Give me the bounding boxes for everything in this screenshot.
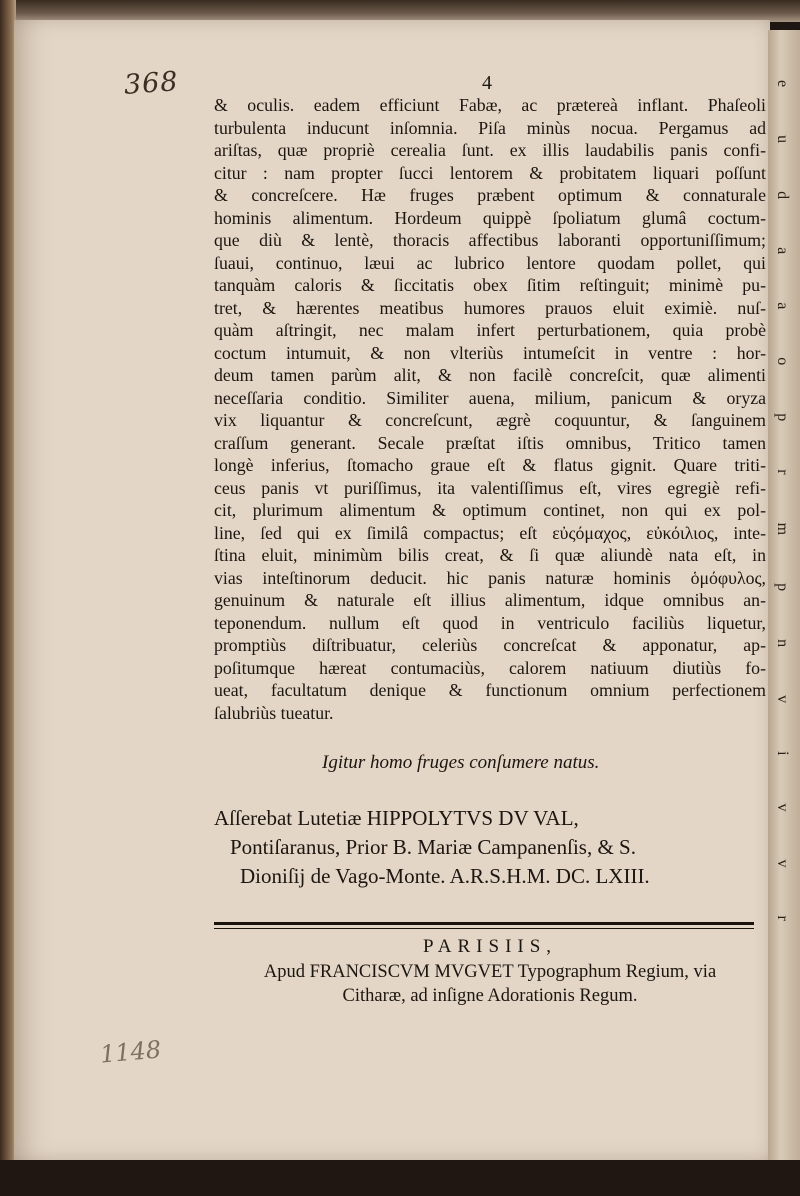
body-line: & concreſcere. Hæ fruges præbent optimum & connaturale (214, 185, 766, 205)
body-line: teponendum. nullum eſt quod in ventriculo faciliùs liquetur, (214, 612, 766, 633)
body-line: ſtina eluit, minimùm bilis creat, & ſi quæ aliundè nata eſt, in (214, 545, 766, 565)
body-line: ueat, facultatum denique & functionum omnium perfectionem (214, 680, 766, 700)
signoff-line-2: Pontiſaranus, Prior B. Mariæ Campanenſis, & S. (230, 835, 636, 859)
signoff-line-1: Aſſerebat Lutetiæ HIPPOLYTVS DV VAL, (214, 806, 579, 830)
body-line: deum tamen parùm alit, & non facilè concreſcit, quæ alimenti (214, 365, 766, 385)
imprint-printer: Apud FRANCISCVM MVGVET Typographum Regium, via (263, 962, 717, 982)
body-line: citur : nam propter ſucci lentorem & probitatem liquari poſſunt (214, 162, 766, 183)
signature-mark: 4 (482, 72, 492, 94)
body-line: neceſſaria conditio. Similiter auena, milium, panicum & oryza (214, 387, 766, 408)
imprint-rule (214, 922, 754, 925)
body-line: ariſtas, quæ propriè cerealia ſunt. ex illis laudabilis panis confi- (214, 140, 766, 160)
body-line: poſitumque hæreat contumaciùs, calorem natiuum diutiùs fo- (214, 657, 766, 678)
imprint (210, 936, 770, 1008)
body-line: promptiùs diſtribuatur, celeriùs concreſcat & apponatur, ap- (214, 635, 766, 655)
thesis-signoff (214, 804, 766, 891)
body-line: ſuaui, continuo, læui ac lubrico lentore quodam pollet, qui (214, 252, 766, 273)
body-line: tret, & hærentes meatibus humores prauos eluit eximiè. nuſ- (214, 297, 766, 318)
body-line: line, ſed qui ex ſimilâ compactus; eſt εὐςόμαχος, εὐκόιλιος, inte- (214, 522, 766, 543)
body-line: quàm aſtringit, nec malam infert perturbationem, quia probè (214, 320, 766, 340)
imprint-address: Citharæ, ad inſigne Adorationis Regum. (342, 986, 638, 1006)
body-line: hominis alimentum. Hordeum quippè ſpoliatum glumâ coctum- (214, 207, 766, 228)
body-line: cit, plurimum alimentum & optimum continet, non qui ex pol- (214, 500, 766, 520)
body-line: & oculis. eadem efficiunt Fabæ, ac prætereà inflant. Phaſeoli (214, 95, 766, 115)
imprint-city: PARISIIS, (422, 936, 558, 957)
handwritten-folio-number: 368 (122, 66, 180, 101)
closing-line: Igitur homo fruges conſumere natus. (322, 752, 600, 773)
body-line: ceus panis vt puriſſimus, ita valentiſſimus eſt, vires egregiè refi- (214, 477, 766, 498)
scan-bottom-edge (0, 1160, 800, 1196)
body-text (214, 94, 766, 724)
body-line: longè inferius, ſtomacho graue eſt & flatus gignit. Quare triti- (214, 455, 766, 475)
body-line: vias inteſtinorum deducit. hic panis naturæ hominis ὁμόφυλος, (214, 567, 766, 588)
handwritten-catalog-note: 1148 (98, 1035, 163, 1069)
body-line: ſalubriùs tueatur. (214, 702, 334, 723)
body-line: que diù & lentè, thoracis affectibus laboranti opportuniſſimum; (214, 230, 766, 250)
body-line: turbulenta inducunt inſomnia. Piſa minùs nocua. Pergamus ad (214, 117, 766, 138)
body-line: tanquàm caloris & ſiccitatis obex ſitim reſtinguit; minimè pu- (214, 275, 766, 295)
binding-top-edge (0, 0, 800, 22)
body-line: vix liquantur & concreſcunt, ægrè coquuntur, & ſanguinem (214, 410, 766, 430)
body-line: genuinum & naturale eſt illius alimentum, idque omnibus an- (214, 590, 766, 610)
signoff-line-3: Dioniſij de Vago-Monte. A.R.S.H.M. DC. LXIII. (240, 864, 650, 888)
body-line: craſſum generant. Secale præſtat iſtis omnibus, Tritico tamen (214, 432, 766, 453)
imprint-rule-thin (214, 928, 754, 929)
facing-page-margin-text (786, 80, 800, 980)
body-line: coctum intumuit, & non vlteriùs intumeſcit in ventre : hor- (214, 342, 766, 363)
